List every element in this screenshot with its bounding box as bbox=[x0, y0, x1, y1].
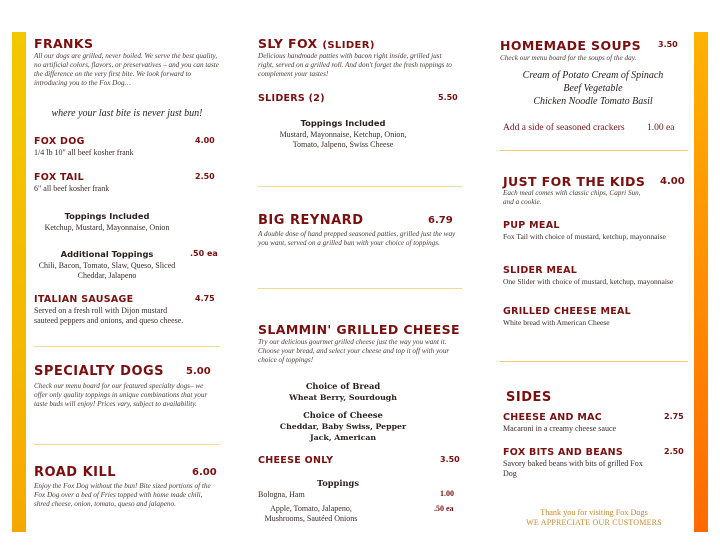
grilled-cheese-meal-desc: White bread with American Cheese bbox=[503, 318, 610, 327]
fox-tail-desc: 6" all beef kosher frank bbox=[34, 184, 110, 193]
specialty-dogs-desc: Check our menu board for our featured specialty dogs– we offer only quality toppings in unique combinations that your taste buds will enjoy! Prices vary, subject to availability. bbox=[34, 382, 208, 408]
big-reynard-heading: BIG REYNARD bbox=[258, 213, 364, 228]
divider bbox=[34, 346, 220, 347]
kids-heading: JUST FOR THE KIDS bbox=[503, 174, 646, 189]
divider bbox=[500, 150, 688, 151]
soup-line-3: Chicken Noodle Tomato Basil bbox=[533, 96, 653, 107]
cheese-only-price: 3.50 bbox=[440, 455, 460, 464]
right-decorative-stripe bbox=[694, 32, 708, 532]
soup-line-2: Beef Vegetable bbox=[563, 83, 623, 94]
big-reynard-price: 6.79 bbox=[428, 215, 453, 226]
pup-meal-desc: Fox Tail with choice of mustard, ketchup, mayonnaise bbox=[503, 232, 666, 241]
fox-tail-name: FOX TAIL bbox=[34, 172, 84, 183]
sly-fox-desc: Delicious handmade patties with bacon right inside, grilled just right, served on a grilled roll. And don't forget the fresh toppings to complement your tastes! bbox=[258, 52, 452, 78]
sly-fox-title-suffix: (SLIDER) bbox=[322, 40, 375, 51]
additional-toppings-price: .50 ea bbox=[190, 249, 218, 258]
fox-dog-price: 4.00 bbox=[195, 136, 215, 145]
kids-desc: Each meal comes with classic chips, Capri Sun, and a cookie. bbox=[503, 189, 641, 206]
sides-heading: SIDES bbox=[506, 390, 552, 405]
soup-line-1: Cream of Potato Cream of Spinach bbox=[522, 70, 664, 81]
franks-tagline: where your last bite is never just bun! bbox=[51, 108, 203, 119]
choice-of-cheese-items: Cheddar, Baby Swiss, Pepper Jack, American bbox=[279, 422, 407, 442]
soups-price: 3.50 bbox=[658, 40, 678, 49]
pup-meal-name: PUP MEAL bbox=[503, 220, 560, 231]
choice-of-bread-items: Wheat Berry, Sourdough bbox=[289, 393, 397, 402]
franks-description: All our dogs are grilled, never boiled. We serve the best quality, no artificial colors, flavors, or preservatives – and you can taste the difference on the very first bite. We look forward to introducing you to the Fox Dog… bbox=[34, 52, 219, 87]
sly-fox-heading bbox=[258, 36, 375, 51]
divider bbox=[258, 288, 462, 289]
grilled-cheese-toppings-title: Toppings bbox=[316, 478, 359, 488]
cheese-only-name: CHEESE ONLY bbox=[258, 455, 334, 466]
sly-fox-toppings-items: Mustard, Mayonnaise, Ketchup, Onion, Tomato, Jalpeno, Swiss Cheese bbox=[279, 130, 407, 149]
franks-heading: FRANKS bbox=[34, 36, 94, 51]
fox-dog-desc: 1/4 lb 10" all beef kosher frank bbox=[34, 148, 134, 157]
italian-sausage-desc: Served on a fresh roll with Dijon mustard sauteed peppers and onions, and queso cheese. bbox=[34, 306, 184, 325]
cheese-mac-name: CHEESE AND MAC bbox=[503, 412, 603, 423]
toppings-row-2-price: .50 ea bbox=[434, 504, 454, 513]
sliders-price: 5.50 bbox=[438, 93, 458, 102]
fox-bits-beans-name: FOX BITS AND BEANS bbox=[503, 447, 624, 458]
cheese-mac-price: 2.75 bbox=[664, 412, 684, 421]
divider bbox=[258, 186, 462, 187]
divider bbox=[500, 361, 688, 362]
big-reynard-desc: A double dose of hand prepped seasoned patties, grilled just the way you want, served on a grilled bun with your choice of toppings. bbox=[258, 230, 456, 247]
crackers-price: 1.00 ea bbox=[647, 123, 675, 133]
franks-toppings-included-items: Ketchup, Mustard, Mayonnaise, Onion bbox=[44, 223, 170, 232]
italian-sausage-name: ITALIAN SAUSAGE bbox=[34, 294, 134, 305]
footer-thanks: Thank you for visiting Fox Dogs bbox=[540, 508, 648, 517]
slider-meal-desc: One Slider with choice of mustard, ketchup, mayonnaise bbox=[503, 277, 674, 286]
fox-dog-name: FOX DOG bbox=[34, 136, 85, 147]
grilled-cheese-desc: Try our delicious gourmet grilled cheese just the way you want it. Choose your bread, and select your cheese and top it off with your choice of toppings! bbox=[258, 338, 450, 364]
kids-price: 4.00 bbox=[660, 176, 685, 187]
fox-bits-beans-desc: Savory baked beans with bits of grilled Fox Dog bbox=[503, 459, 643, 478]
road-kill-heading: ROAD KILL bbox=[34, 465, 117, 480]
slider-meal-name: SLIDER MEAL bbox=[503, 265, 578, 276]
specialty-dogs-heading: SPECIALTY DOGS bbox=[34, 364, 165, 379]
crackers-text: Add a side of seasoned crackers bbox=[503, 123, 625, 133]
cheese-mac-desc: Macaroni in a creamy cheese sauce bbox=[503, 424, 617, 433]
footer-appreciate: WE APPRECIATE OUR CUSTOMERS bbox=[526, 518, 662, 527]
franks-toppings-included-title: Toppings Included bbox=[64, 211, 150, 221]
italian-sausage-price: 4.75 bbox=[195, 294, 215, 303]
sly-fox-title: SLY FOX bbox=[258, 36, 318, 51]
additional-toppings-items: Chili, Bacon, Tomato, Slaw, Queso, Sliced Cheddar, Jalapeno bbox=[38, 261, 176, 280]
toppings-row-1-price: 1.00 bbox=[440, 489, 454, 498]
choice-of-bread-title: Choice of Bread bbox=[305, 381, 381, 391]
fox-bits-beans-price: 2.50 bbox=[664, 447, 684, 456]
road-kill-desc: Enjoy the Fox Dog without the bun! Bite sized portions of the Fox Dog over a bed of Fries topped with home made chili, shred cheese, onion, tomato, queso and jalapeno. bbox=[34, 482, 211, 508]
left-decorative-stripe bbox=[12, 32, 26, 532]
sly-fox-toppings-title: Toppings Included bbox=[300, 118, 386, 128]
sliders-name: SLIDERS (2) bbox=[258, 93, 325, 104]
choice-of-cheese-title: Choice of Cheese bbox=[303, 410, 383, 420]
specialty-dogs-price: 5.00 bbox=[186, 366, 211, 377]
toppings-row-2: Apple, Tomato, Jalapeno, Mushrooms, Sautéed Onions bbox=[264, 504, 358, 523]
divider bbox=[34, 444, 220, 445]
toppings-row-1: Bologna, Ham bbox=[258, 490, 305, 499]
soups-heading: HOMEMADE SOUPS bbox=[500, 38, 641, 53]
soups-desc: Check our menu board for the soups of the day. bbox=[500, 54, 637, 62]
grilled-cheese-heading: SLAMMIN' GRILLED CHEESE bbox=[258, 322, 460, 337]
road-kill-price: 6.00 bbox=[192, 467, 217, 478]
fox-tail-price: 2.50 bbox=[195, 172, 215, 181]
additional-toppings-title: Additional Toppings bbox=[60, 249, 154, 259]
grilled-cheese-meal-name: GRILLED CHEESE MEAL bbox=[503, 306, 632, 317]
